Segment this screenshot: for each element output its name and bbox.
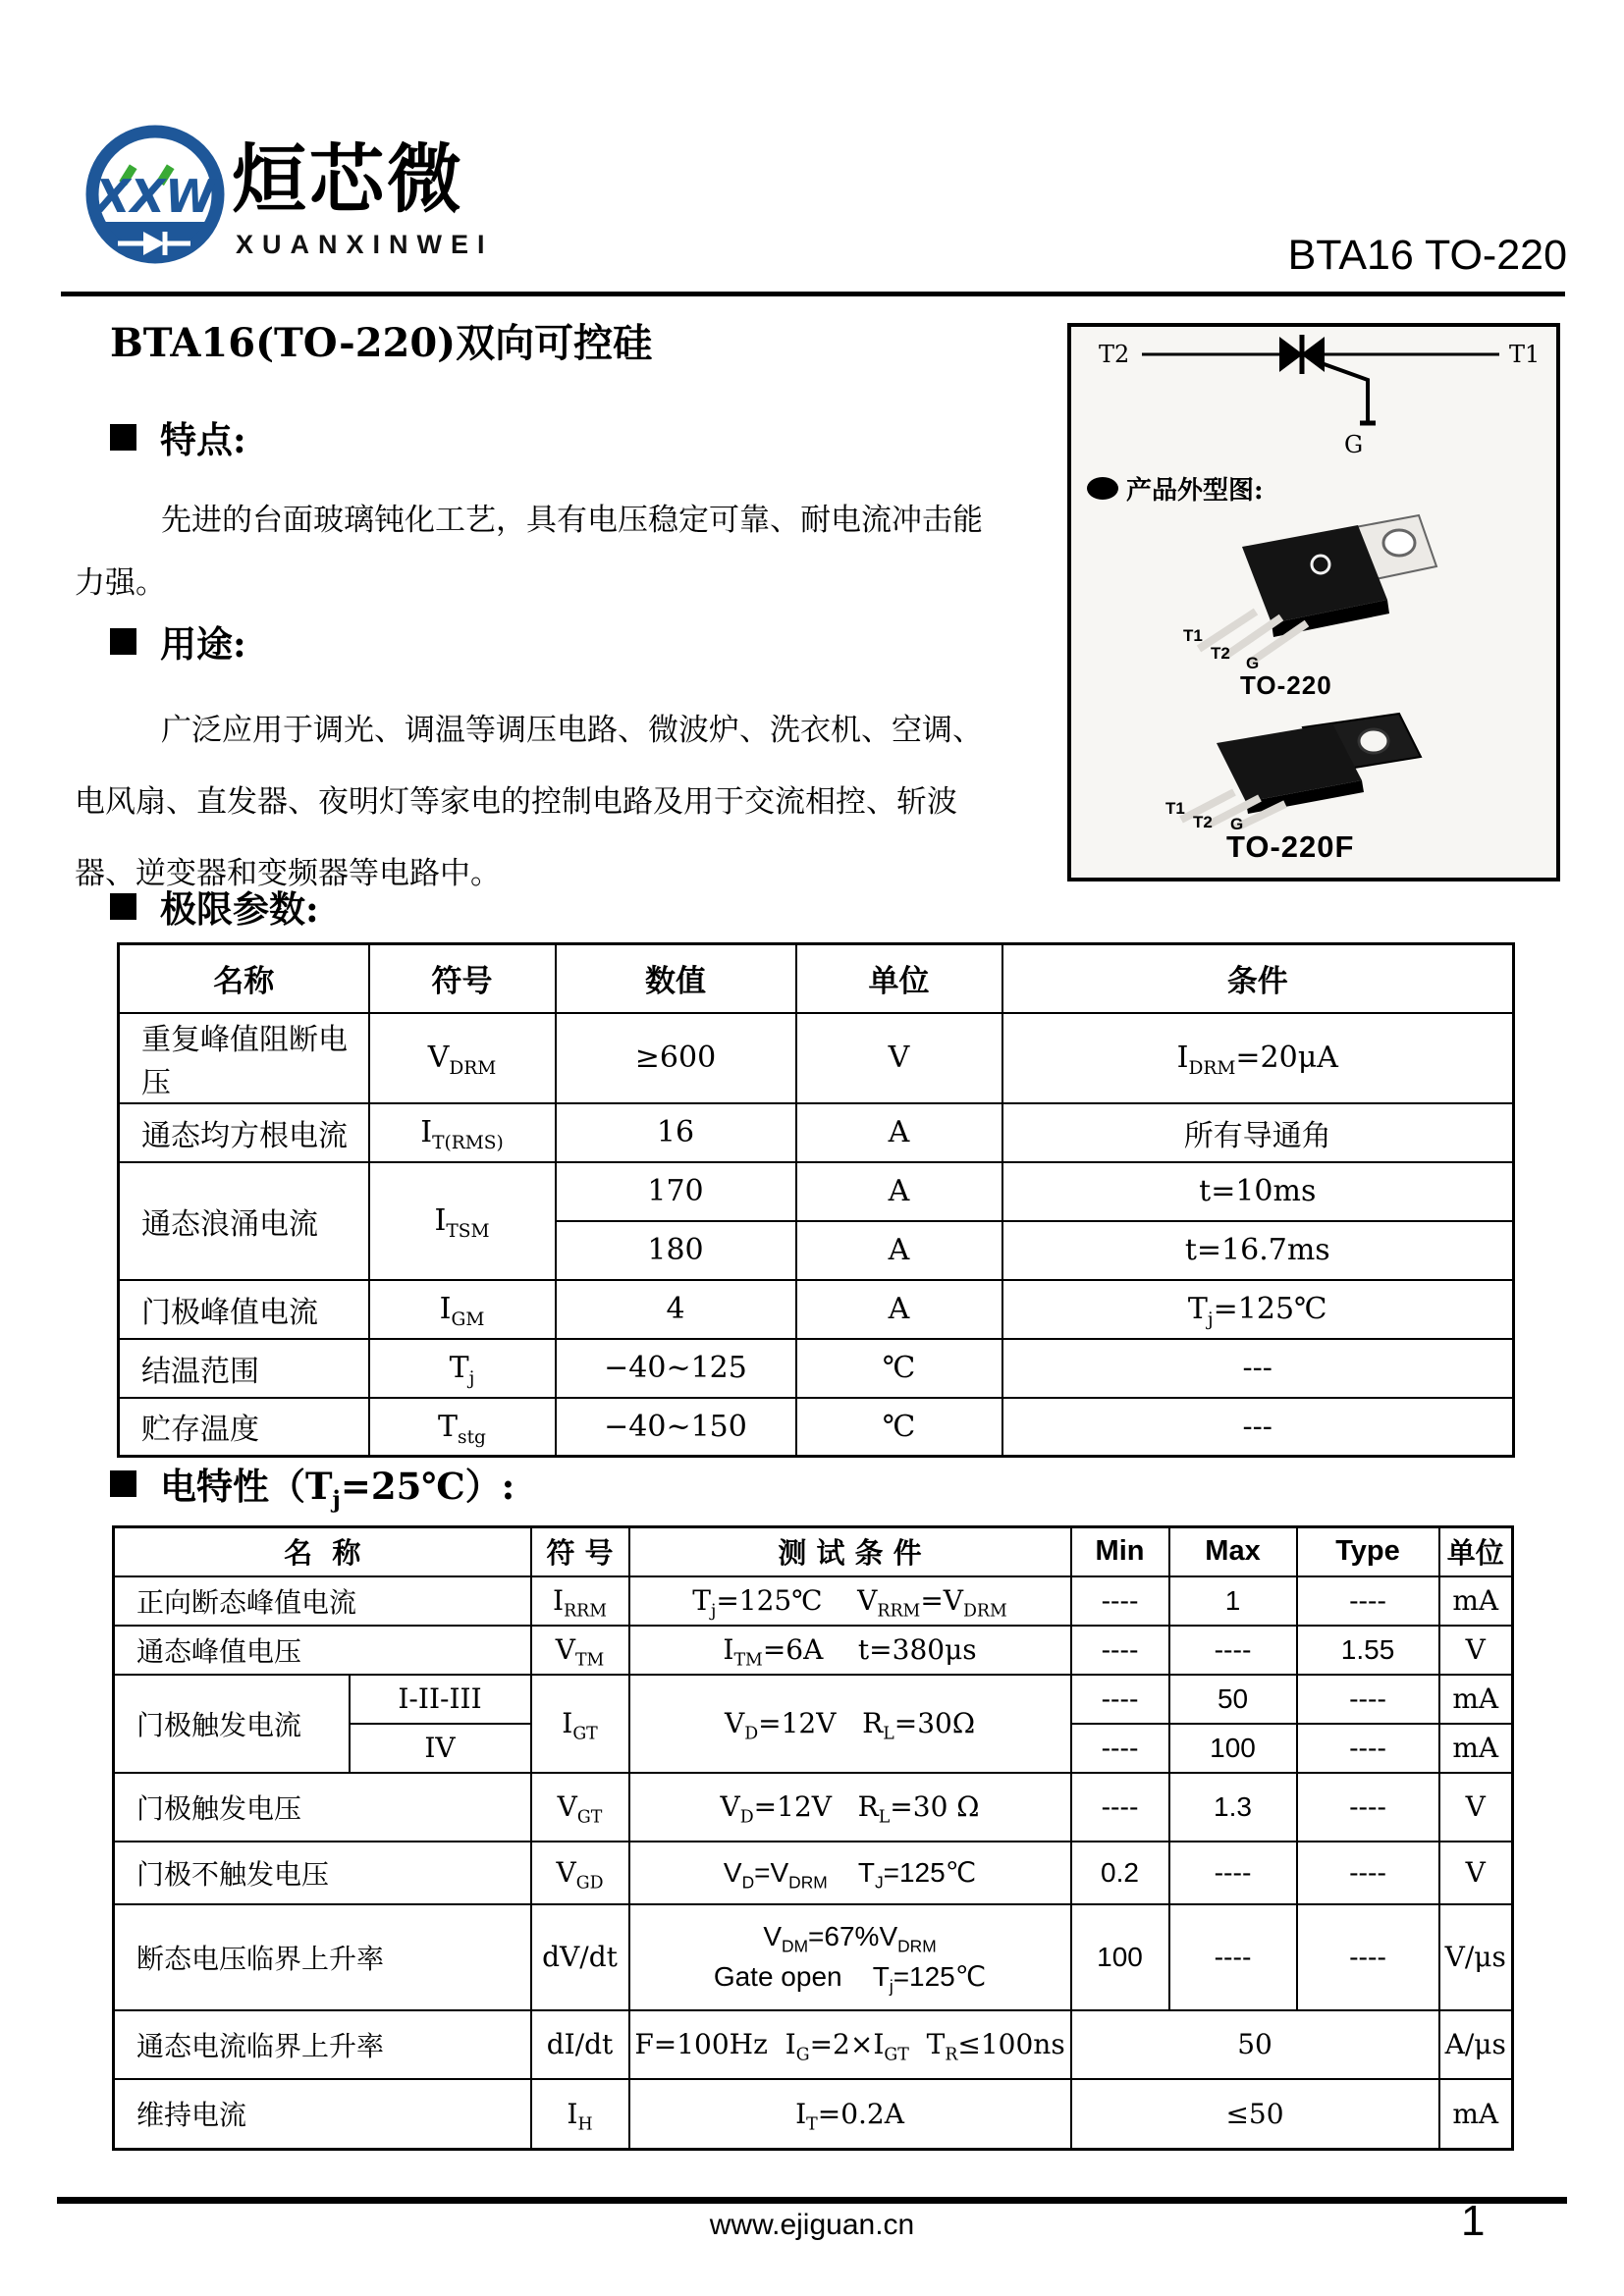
col-header: Type xyxy=(1297,1527,1439,1576)
cell-unit: mA xyxy=(1439,1724,1513,1773)
cell-name: 通态电流临界上升率 xyxy=(114,2010,531,2079)
terminal-t2-label: T2 xyxy=(1099,341,1130,368)
cell-min: ---- xyxy=(1071,1675,1169,1724)
cell-min: ---- xyxy=(1071,1724,1169,1773)
section-square-icon xyxy=(110,628,136,655)
cell-name: 通态浪涌电流 xyxy=(119,1162,369,1280)
cell-unit: V xyxy=(1439,1626,1513,1675)
cell-type: ---- xyxy=(1297,1576,1439,1626)
cell-name: 通态均方根电流 xyxy=(119,1103,369,1162)
bullet-dot-icon xyxy=(1087,477,1118,500)
cell-condition: $T_j=125℃$ $V_{RRM}=V_{DRM}$ xyxy=(629,1576,1071,1626)
col-header: 条件 xyxy=(1002,944,1514,1013)
cell-name: 结温范围 xyxy=(119,1339,369,1398)
col-header: 测 试 条 件 xyxy=(629,1527,1071,1576)
cell-symbol: $V_{TM}$ xyxy=(531,1626,629,1675)
cell-quadrants: IV xyxy=(350,1724,531,1773)
pkg2-label: TO-220F xyxy=(1226,829,1355,864)
cell-type: ---- xyxy=(1297,1842,1439,1904)
cell-condition: $V_D=V_{DRM}$ $T_J=125℃$ xyxy=(629,1842,1071,1904)
cell-name: 门极触发电流 xyxy=(114,1675,350,1773)
cell-unit: A xyxy=(796,1103,1002,1162)
col-header: 符 号 xyxy=(531,1527,629,1576)
cell-value: −40~125 xyxy=(556,1339,796,1398)
cell-unit: V xyxy=(1439,1773,1513,1842)
cell-condition: $V_D=12V$ $R_L=30\Omega$ xyxy=(629,1675,1071,1773)
electrical-table-header-row xyxy=(114,1527,1513,1576)
cell-value: 16 xyxy=(556,1103,796,1162)
cell-type: ---- xyxy=(1297,1675,1439,1724)
cell-symbol: dV/dt xyxy=(531,1904,629,2010)
cell-unit: mA xyxy=(1439,2079,1513,2150)
cell-max: 50 xyxy=(1169,1675,1297,1724)
applications-line: 电风扇、直发器、夜明灯等家电的控制电路及用于交流相控、斩波 xyxy=(75,784,957,820)
cell-max: 1.3 xyxy=(1169,1773,1297,1842)
triac-symbol xyxy=(1077,333,1546,460)
cell-unit: mA xyxy=(1439,1675,1513,1724)
cell-name: 正向断态峰值电流 xyxy=(114,1576,531,1626)
col-header: 名 称 xyxy=(114,1527,531,1576)
limit-table xyxy=(117,942,1515,1458)
cell-condition: $T_j=125℃$ xyxy=(1002,1280,1514,1339)
table-row xyxy=(114,1576,1513,1626)
cell-max: ---- xyxy=(1169,1626,1297,1675)
company-name-chinese: 烜芯微 xyxy=(232,135,464,223)
features-line: 先进的台面玻璃钝化工艺，具有电压稳定可靠、耐电流冲击能 xyxy=(161,503,983,538)
page-number: 1 xyxy=(1461,2197,1486,2245)
pkg2-pin-t2: T2 xyxy=(1193,813,1213,829)
outline-caption: 产品外型图: xyxy=(1087,470,1264,507)
col-header: 符号 xyxy=(369,944,556,1013)
terminal-t1-label: T1 xyxy=(1509,341,1541,368)
table-row xyxy=(114,2079,1513,2150)
cell-value: 170 xyxy=(556,1162,796,1221)
product-outline-box xyxy=(1067,323,1560,881)
cell-type: ---- xyxy=(1297,1724,1439,1773)
footer-rule xyxy=(57,2197,1567,2204)
cell-symbol: $I_{RRM}$ xyxy=(531,1576,629,1626)
cell-min: ---- xyxy=(1071,1773,1169,1842)
cell-condition: $I_T=0.2A$ xyxy=(629,2079,1071,2150)
section-square-icon xyxy=(110,1470,136,1497)
cell-name: 维持电流 xyxy=(114,2079,531,2150)
cell-unit: V xyxy=(796,1013,1002,1103)
cell-condition: $I_{DRM}=20\mu A$ xyxy=(1002,1013,1514,1103)
electrical-heading: 电特性$(T_j=25℃)$: xyxy=(110,1457,514,1510)
cell-min: ---- xyxy=(1071,1576,1169,1626)
cell-unit: A/μs xyxy=(1439,2010,1513,2079)
col-header: 数值 xyxy=(556,944,796,1013)
cell-merged-value: 50 xyxy=(1071,2010,1439,2079)
gate-label: G xyxy=(1344,431,1364,458)
cell-condition: --- xyxy=(1002,1339,1514,1398)
cell-merged-value: ≤50 xyxy=(1071,2079,1439,2150)
cell-value: 4 xyxy=(556,1280,796,1339)
footer-url: www.ejiguan.cn xyxy=(709,2209,915,2241)
pkg2-pin-g: G xyxy=(1230,815,1244,829)
cell-value: 180 xyxy=(556,1221,796,1280)
applications-heading: 用途: xyxy=(110,614,246,667)
cell-quadrants: I-II-III xyxy=(350,1675,531,1724)
cell-unit: A xyxy=(796,1162,1002,1221)
limit-table-header-row xyxy=(119,944,1514,1013)
cell-symbol: $V_{GD}$ xyxy=(531,1842,629,1904)
cell-name: 门极峰值电流 xyxy=(119,1280,369,1339)
cell-condition: t=16.7ms xyxy=(1002,1221,1514,1280)
cell-symbol: dI/dt xyxy=(531,2010,629,2079)
section-square-icon xyxy=(110,424,136,451)
table-row xyxy=(119,1103,1514,1162)
section-square-icon xyxy=(110,893,136,920)
cell-unit: V xyxy=(1439,1842,1513,1904)
cell-condition: $I_{TM}=6A$ t=380μs xyxy=(629,1626,1071,1675)
cell-min: 100 xyxy=(1071,1904,1169,2010)
cell-unit: ℃ xyxy=(796,1339,1002,1398)
col-header: 名称 xyxy=(119,944,369,1013)
cell-condition: $V_D=12V$ $R_L=30$ Ω xyxy=(629,1773,1071,1842)
cell-type: 1.55 xyxy=(1297,1626,1439,1675)
pkg1-pin-t1: T1 xyxy=(1183,626,1203,645)
table-row xyxy=(119,1162,1514,1221)
cell-max: ---- xyxy=(1169,1842,1297,1904)
pkg1-pin-t2: T2 xyxy=(1211,644,1230,663)
page-title: BTA16(TO-220)双向可控硅 xyxy=(110,320,653,366)
cell-value: ≥600 xyxy=(556,1013,796,1103)
applications-line: 器、逆变器和变频器等电路中。 xyxy=(75,856,501,891)
cell-name: 重复峰值阻断电压 xyxy=(119,1013,369,1103)
cell-condition: --- xyxy=(1002,1398,1514,1457)
cell-symbol: $V_{GT}$ xyxy=(531,1773,629,1842)
features-line: 力强。 xyxy=(75,565,166,601)
part-number-header: BTA16 TO-220 xyxy=(1287,232,1567,279)
cell-symbol: $T_{stg}$ xyxy=(369,1398,556,1457)
table-row xyxy=(114,1773,1513,1842)
table-row xyxy=(119,1339,1514,1398)
col-header: 单位 xyxy=(1439,1527,1513,1576)
table-row xyxy=(119,1013,1514,1103)
cell-name: 通态峰值电压 xyxy=(114,1626,531,1675)
cell-symbol: $I_{TSM}$ xyxy=(369,1162,556,1280)
cell-condition: $V_{DM}=67\%V_{DRM}$ Gate open $T_j=125℃$ xyxy=(629,1904,1071,2010)
company-logo xyxy=(79,108,234,287)
pkg2-pin-t1: T1 xyxy=(1165,799,1185,818)
cell-max: 100 xyxy=(1169,1724,1297,1773)
cell-name: 贮存温度 xyxy=(119,1398,369,1457)
cell-unit: ℃ xyxy=(796,1398,1002,1457)
table-row xyxy=(114,1675,1513,1724)
table-row xyxy=(119,1398,1514,1457)
cell-type: ---- xyxy=(1297,1773,1439,1842)
table-row xyxy=(119,1280,1514,1339)
cell-type: ---- xyxy=(1297,1904,1439,2010)
col-header: Min xyxy=(1071,1527,1169,1576)
cell-condition: F=100Hz $I_G=2\times I_{GT}$ $T_R\le 100ns$ xyxy=(629,2010,1071,2079)
applications-line: 广泛应用于调光、调温等调压电路、微波炉、洗衣机、空调、 xyxy=(161,713,983,748)
pkg1-pin-g: G xyxy=(1246,654,1260,670)
cell-symbol: $I_{GT}$ xyxy=(531,1675,629,1773)
cell-unit: A xyxy=(796,1280,1002,1339)
cell-max: 1 xyxy=(1169,1576,1297,1626)
cell-symbol: $I_{GM}$ xyxy=(369,1280,556,1339)
table-row xyxy=(114,1842,1513,1904)
cell-value: −40~150 xyxy=(556,1398,796,1457)
table-row xyxy=(114,1904,1513,2010)
features-heading: 特点: xyxy=(110,410,246,463)
cell-min: ---- xyxy=(1071,1626,1169,1675)
cell-name: 门极不触发电压 xyxy=(114,1842,531,1904)
logo-monogram: XXW xyxy=(95,170,215,223)
electrical-table xyxy=(112,1525,1514,2151)
table-row xyxy=(114,2010,1513,2079)
col-header: Max xyxy=(1169,1527,1297,1576)
to-220f-package-image xyxy=(1156,710,1460,829)
cell-max: ---- xyxy=(1169,1904,1297,2010)
features-paragraph xyxy=(75,489,1064,614)
to-220-package-image xyxy=(1165,506,1460,670)
col-header: 单位 xyxy=(796,944,1002,1013)
pkg1-label: TO-220 xyxy=(1240,670,1332,700)
cell-unit: mA xyxy=(1439,1576,1513,1626)
cell-name: 门极触发电压 xyxy=(114,1773,531,1842)
cell-unit: A xyxy=(796,1221,1002,1280)
cell-name: 断态电压临界上升率 xyxy=(114,1904,531,2010)
cell-symbol: $I_H$ xyxy=(531,2079,629,2150)
cell-min: 0.2 xyxy=(1071,1842,1169,1904)
applications-paragraph xyxy=(75,695,1064,910)
cell-condition: t=10ms xyxy=(1002,1162,1514,1221)
header-rule xyxy=(61,292,1565,296)
company-name-english: XUANXINWEI xyxy=(236,230,494,259)
cell-condition: 所有导通角 xyxy=(1002,1103,1514,1162)
limits-heading: 极限参数: xyxy=(110,880,319,933)
cell-symbol: $V_{DRM}$ xyxy=(369,1013,556,1103)
cell-symbol: $I_{T(RMS)}$ xyxy=(369,1103,556,1162)
cell-symbol: $T_j$ xyxy=(369,1339,556,1398)
table-row xyxy=(114,1626,1513,1675)
cell-unit: V/μs xyxy=(1439,1904,1513,2010)
